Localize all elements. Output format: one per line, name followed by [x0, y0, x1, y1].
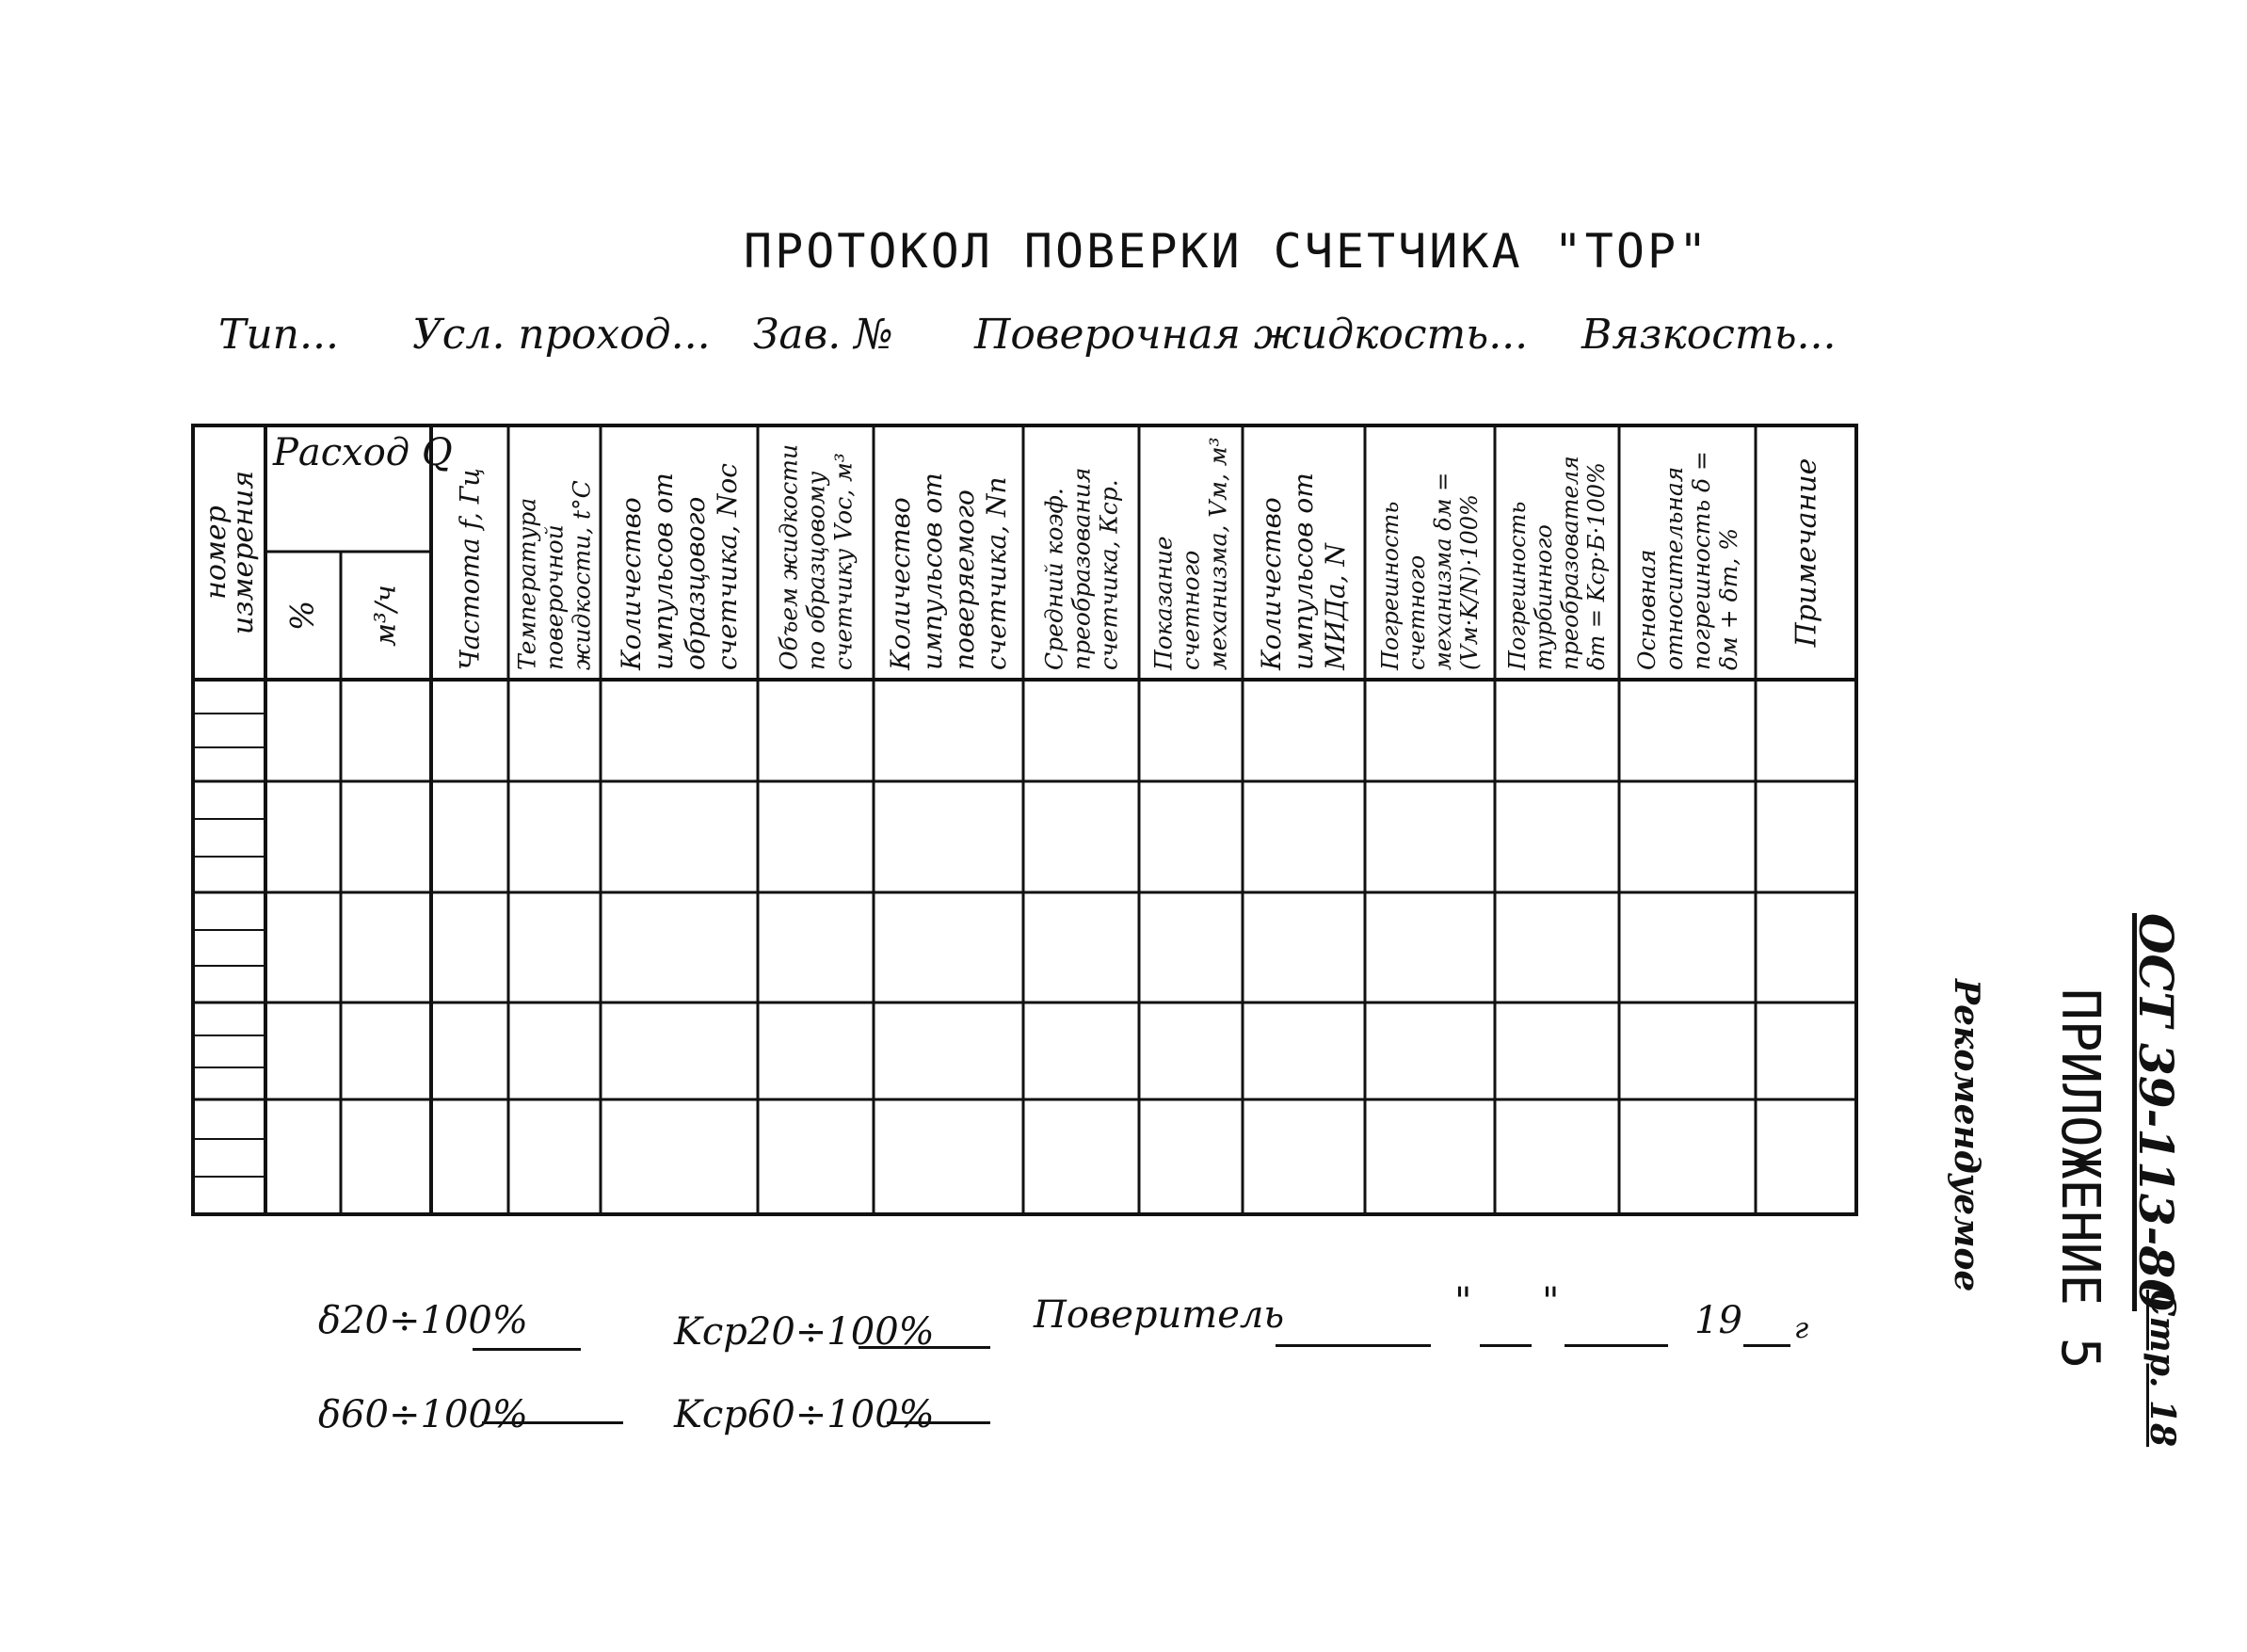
- month-line: [1565, 1344, 1668, 1347]
- header-flow-percent: %: [283, 600, 322, 632]
- doc-code: ОСТ 39-113-80: [2128, 913, 2184, 1311]
- header-ref-pulses: Количество импульсов от образцового счетчика, Nос: [615, 463, 743, 670]
- header-test-pulses: Количество импульсов от поверяемого счетчика, Nп: [884, 473, 1012, 670]
- field-type: Тип...: [218, 311, 339, 359]
- kcp-60-line: [887, 1421, 990, 1424]
- header-ref-volume: Объем жидкости по образцовому счетчику Vос, м³: [775, 443, 857, 670]
- delta-60-label: δ60÷100%: [318, 1393, 528, 1436]
- appendix-label: ПРИЛОЖЕНИЕ 5: [2049, 988, 2111, 1370]
- page-number: Стр. 18: [2143, 1290, 2182, 1448]
- header-frequency: Частота f, Гц: [454, 468, 486, 670]
- field-nominal-bore: Усл. проход...: [412, 311, 711, 359]
- header-mean-coeff: Средний коэф. преобразования счетчика, Кср.: [1040, 467, 1122, 670]
- field-viscosity: Вязкость...: [1581, 311, 1837, 359]
- header-mida-pulses: Количество импульсов от МИДа, N: [1256, 473, 1351, 670]
- header-remarks: Примечание: [1790, 457, 1822, 648]
- date-quote-close: ": [1542, 1280, 1560, 1323]
- year-prefix: 19: [1694, 1299, 1742, 1342]
- verifier-line: [1276, 1344, 1431, 1347]
- header-flow-m3h: м³/ч: [369, 585, 403, 647]
- verifier-label: Поверитель: [1034, 1293, 1285, 1337]
- header-flow-rate: Расход Q: [273, 431, 453, 474]
- header-temperature: Температура поверочной жидкости, t°C: [513, 480, 596, 670]
- delta-20-label: δ20÷100%: [318, 1299, 528, 1342]
- header-measurement-number: номер измерения: [199, 470, 260, 635]
- status-label: Рекомендуемое: [1947, 979, 1986, 1292]
- header-main-error: Основная относительная погрешность δ = δм + δт, %: [1632, 451, 1742, 670]
- delta-60-line: [482, 1421, 623, 1424]
- header-turbine-error: Погрешность турбинного преобразователя δт = Kср·Б·100%: [1504, 456, 1610, 670]
- field-serial-no: Зав. №: [753, 311, 893, 359]
- header-mech-reading: Показание счетного механизма, Vм, м³: [1149, 437, 1232, 670]
- year-suffix: г: [1794, 1312, 1809, 1345]
- kcp-60-label: Kср60÷100%: [674, 1393, 935, 1436]
- kcp-20-line: [859, 1346, 990, 1349]
- day-line: [1480, 1344, 1532, 1347]
- delta-20-line: [473, 1348, 581, 1351]
- page-title: ПРОТОКОЛ ПОВЕРКИ СЧЕТЧИКА "ТОР": [744, 224, 1710, 279]
- date-quote-open: ": [1454, 1280, 1472, 1323]
- kcp-20-label: Kср20÷100%: [674, 1310, 935, 1354]
- year-line: [1743, 1344, 1790, 1347]
- field-test-liquid: Поверочная жидкость...: [974, 311, 1529, 359]
- header-mech-error: Погрешность счетного механизма δм = (Vм·K/N)·100%: [1377, 472, 1483, 670]
